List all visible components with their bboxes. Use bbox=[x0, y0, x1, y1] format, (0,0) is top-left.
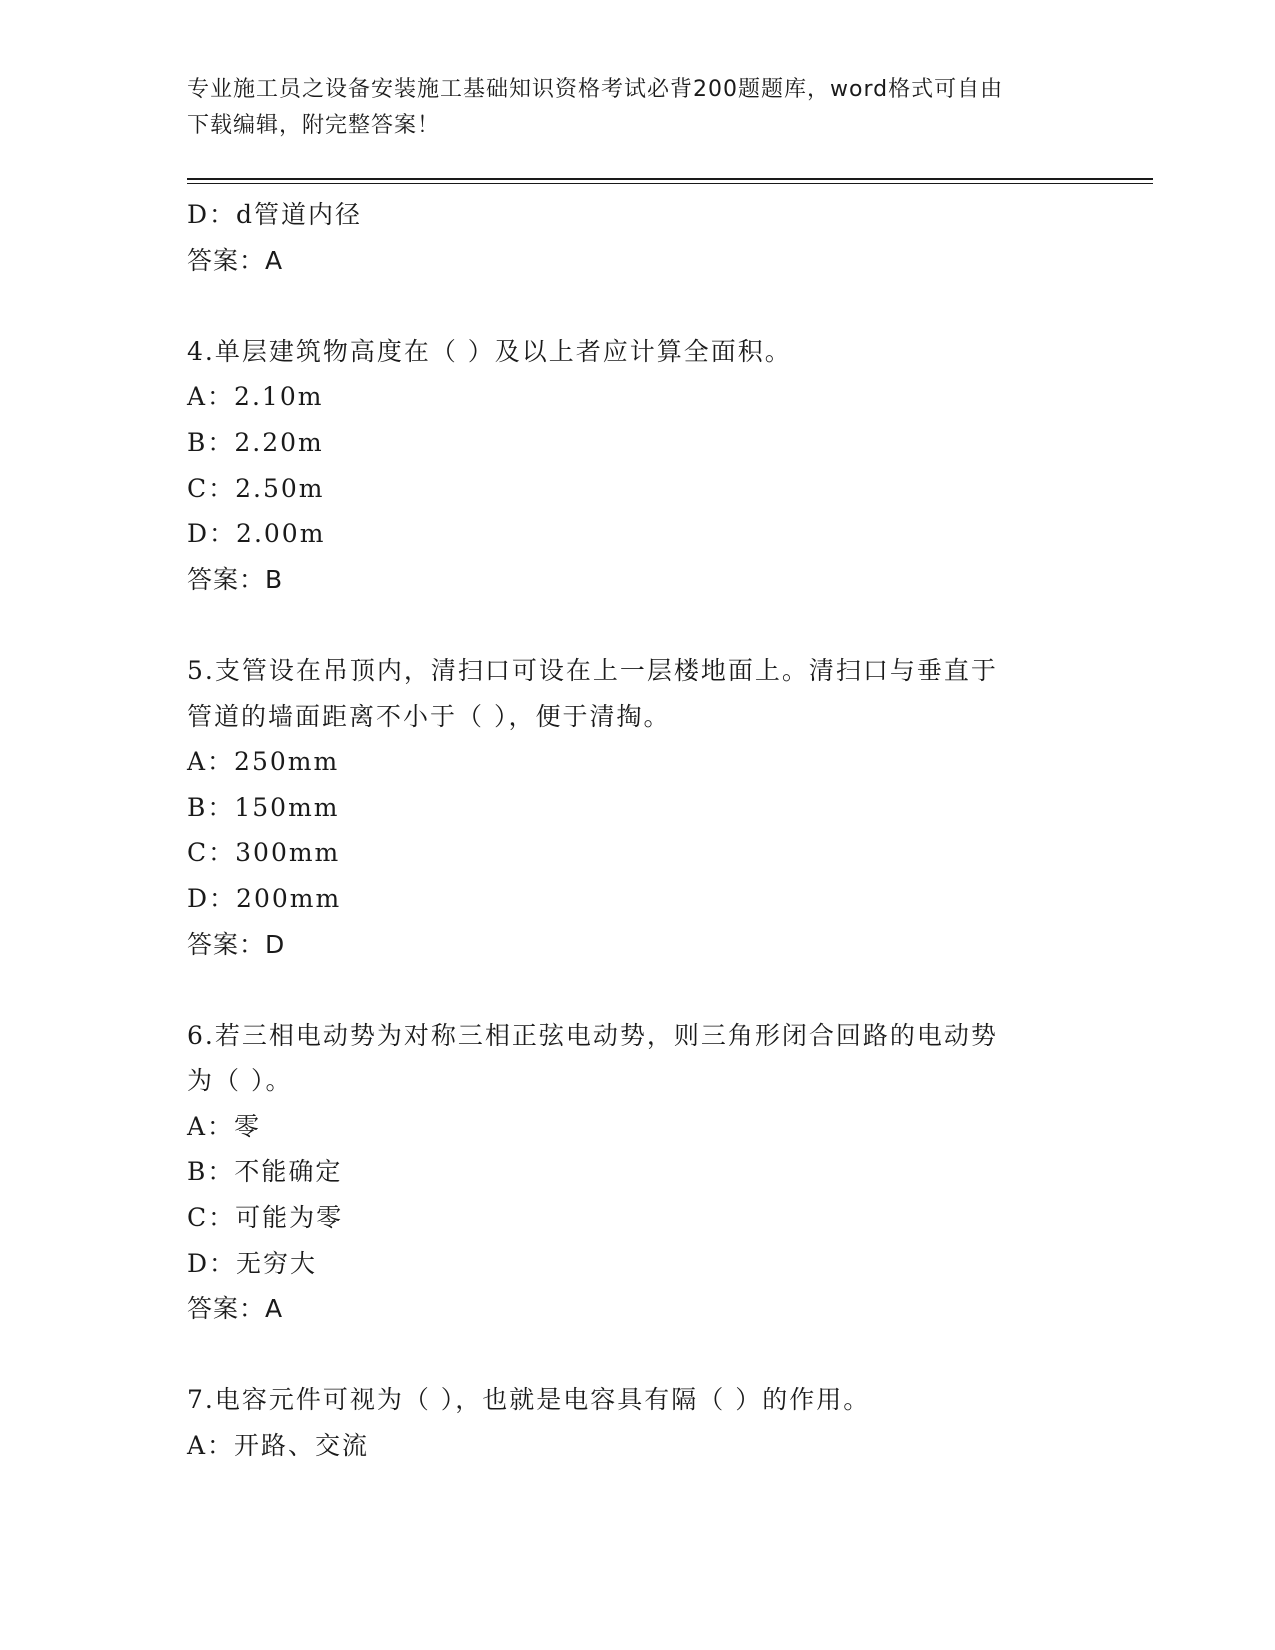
answer-line: 答案：D bbox=[187, 929, 286, 959]
spacer bbox=[187, 967, 1067, 1013]
header-rule-thick bbox=[187, 178, 1153, 180]
question-stem: 7.电容元件可视为（ ），也就是电容具有隔（ ）的作用。 bbox=[187, 1385, 871, 1415]
option-a: A：零 bbox=[187, 1111, 262, 1141]
continued-option-d: D：d管道内径 bbox=[187, 200, 363, 229]
header-line-1: 专业施工员之设备安装施工基础知识资格考试必背200题题库，word格式可自由 bbox=[187, 77, 1004, 102]
option-c: C：可能为零 bbox=[187, 1203, 344, 1233]
option-c: C：2.50m bbox=[187, 473, 325, 503]
question-5 bbox=[187, 648, 1067, 967]
question-4 bbox=[187, 329, 1067, 603]
option-b: B：2.20m bbox=[187, 427, 324, 457]
header-rule-thin bbox=[187, 183, 1153, 184]
option-a: A：250mm bbox=[187, 747, 340, 777]
page-header bbox=[187, 72, 1087, 144]
spacer bbox=[187, 283, 1067, 329]
spacer bbox=[187, 1332, 1067, 1378]
option-d: D：200mm bbox=[187, 883, 342, 913]
question-stem: 4.单层建筑物高度在（ ）及以上者应计算全面积。 bbox=[187, 336, 792, 366]
question-content bbox=[187, 192, 1067, 1469]
option-b: B：不能确定 bbox=[187, 1157, 343, 1187]
question-stem: 6.若三相电动势为对称三相正弦电动势，则三角形闭合回路的电动势 bbox=[187, 1020, 998, 1050]
question-stem-continued: 为（ ）。 bbox=[187, 1066, 293, 1096]
option-d: D：2.00m bbox=[187, 519, 326, 549]
question-stem-continued: 管道的墙面距离不小于（ ），便于清掏。 bbox=[187, 701, 671, 731]
spacer bbox=[187, 602, 1067, 648]
question-7 bbox=[187, 1377, 1067, 1468]
option-b: B：150mm bbox=[187, 792, 340, 822]
option-a: A：2.10m bbox=[187, 382, 324, 412]
option-c: C：300mm bbox=[187, 838, 341, 868]
answer-line: 答案：B bbox=[187, 564, 284, 594]
header-line-2: 下载编辑，附完整答案！ bbox=[187, 113, 441, 138]
question-6 bbox=[187, 1013, 1067, 1332]
continued-answer: 答案：A bbox=[187, 245, 284, 275]
option-d: D：无穷大 bbox=[187, 1248, 318, 1278]
option-a: A：开路、交流 bbox=[187, 1431, 370, 1461]
answer-line: 答案：A bbox=[187, 1294, 284, 1324]
question-stem: 5.支管设在吊顶内，清扫口可设在上一层楼地面上。清扫口与垂直于 bbox=[187, 655, 998, 685]
